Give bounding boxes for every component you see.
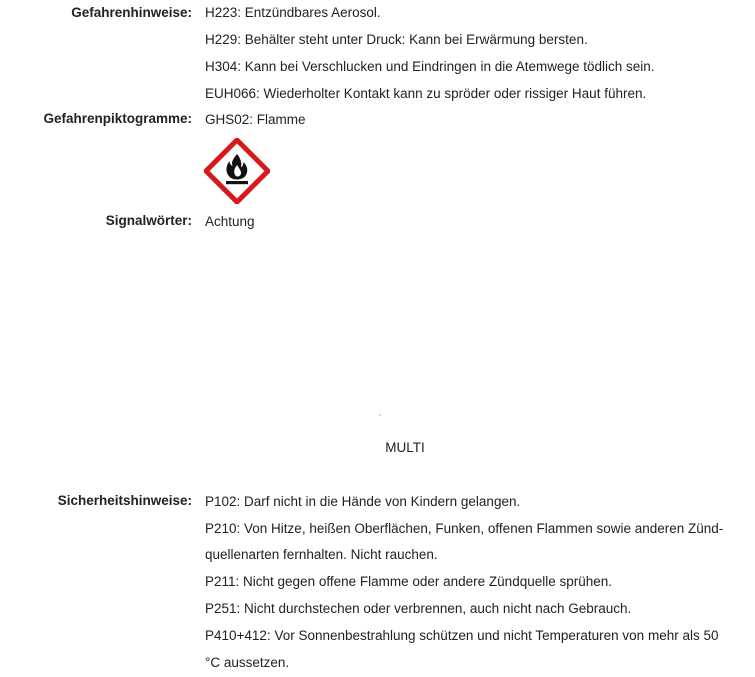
hazard-statement-euh066: EUH066: Wiederholter Kontakt kann zu spröder oder rissiger Haut führen.: [205, 86, 647, 101]
precautionary-line: P410+412: Vor Sonnenbestrahlung schützen und nicht Temperaturen von mehr als 50: [205, 628, 719, 643]
hazard-statements-label: Gefahrenhinweise:: [71, 5, 192, 20]
signal-word-label: Signalwörter:: [105, 213, 192, 228]
hazard-statement-h229: H229: Behälter steht unter Druck: Kann bei Erwärmung bersten.: [205, 32, 588, 47]
precautionary-line: °C aussetzen.: [205, 655, 290, 670]
precautionary-line: P102: Darf nicht in die Hände von Kindern gelangen.: [205, 494, 521, 509]
precautionary-line: quellenarten fernhalten. Nicht rauchen.: [205, 547, 438, 562]
precautionary-line: P210: Von Hitze, heißen Oberflächen, Funken, offenen Flammen sowie anderen Zünd-: [205, 521, 724, 536]
pictogram-name: GHS02: Flamme: [205, 112, 306, 127]
pictograms-label: Gefahrenpiktogramme:: [43, 111, 192, 126]
hazard-statement-h304: H304: Kann bei Verschlucken und Eindringen in die Atemwege tödlich sein.: [205, 59, 655, 74]
signal-word-value: Achtung: [205, 214, 255, 229]
flame-icon: [204, 138, 270, 204]
product-name: MULTI: [385, 440, 425, 455]
divider-dot: [379, 414, 381, 416]
ghs02-flame-pictogram: [204, 138, 270, 204]
hazard-statement-h223: H223: Entzündbares Aerosol.: [205, 5, 381, 20]
precautionary-line: P211: Nicht gegen offene Flamme oder andere Zündquelle sprühen.: [205, 574, 613, 589]
precautionary-statements-label: Sicherheitshinweise:: [57, 493, 192, 508]
precautionary-line: P251: Nicht durchstechen oder verbrennen, auch nicht nach Gebrauch.: [205, 601, 632, 616]
